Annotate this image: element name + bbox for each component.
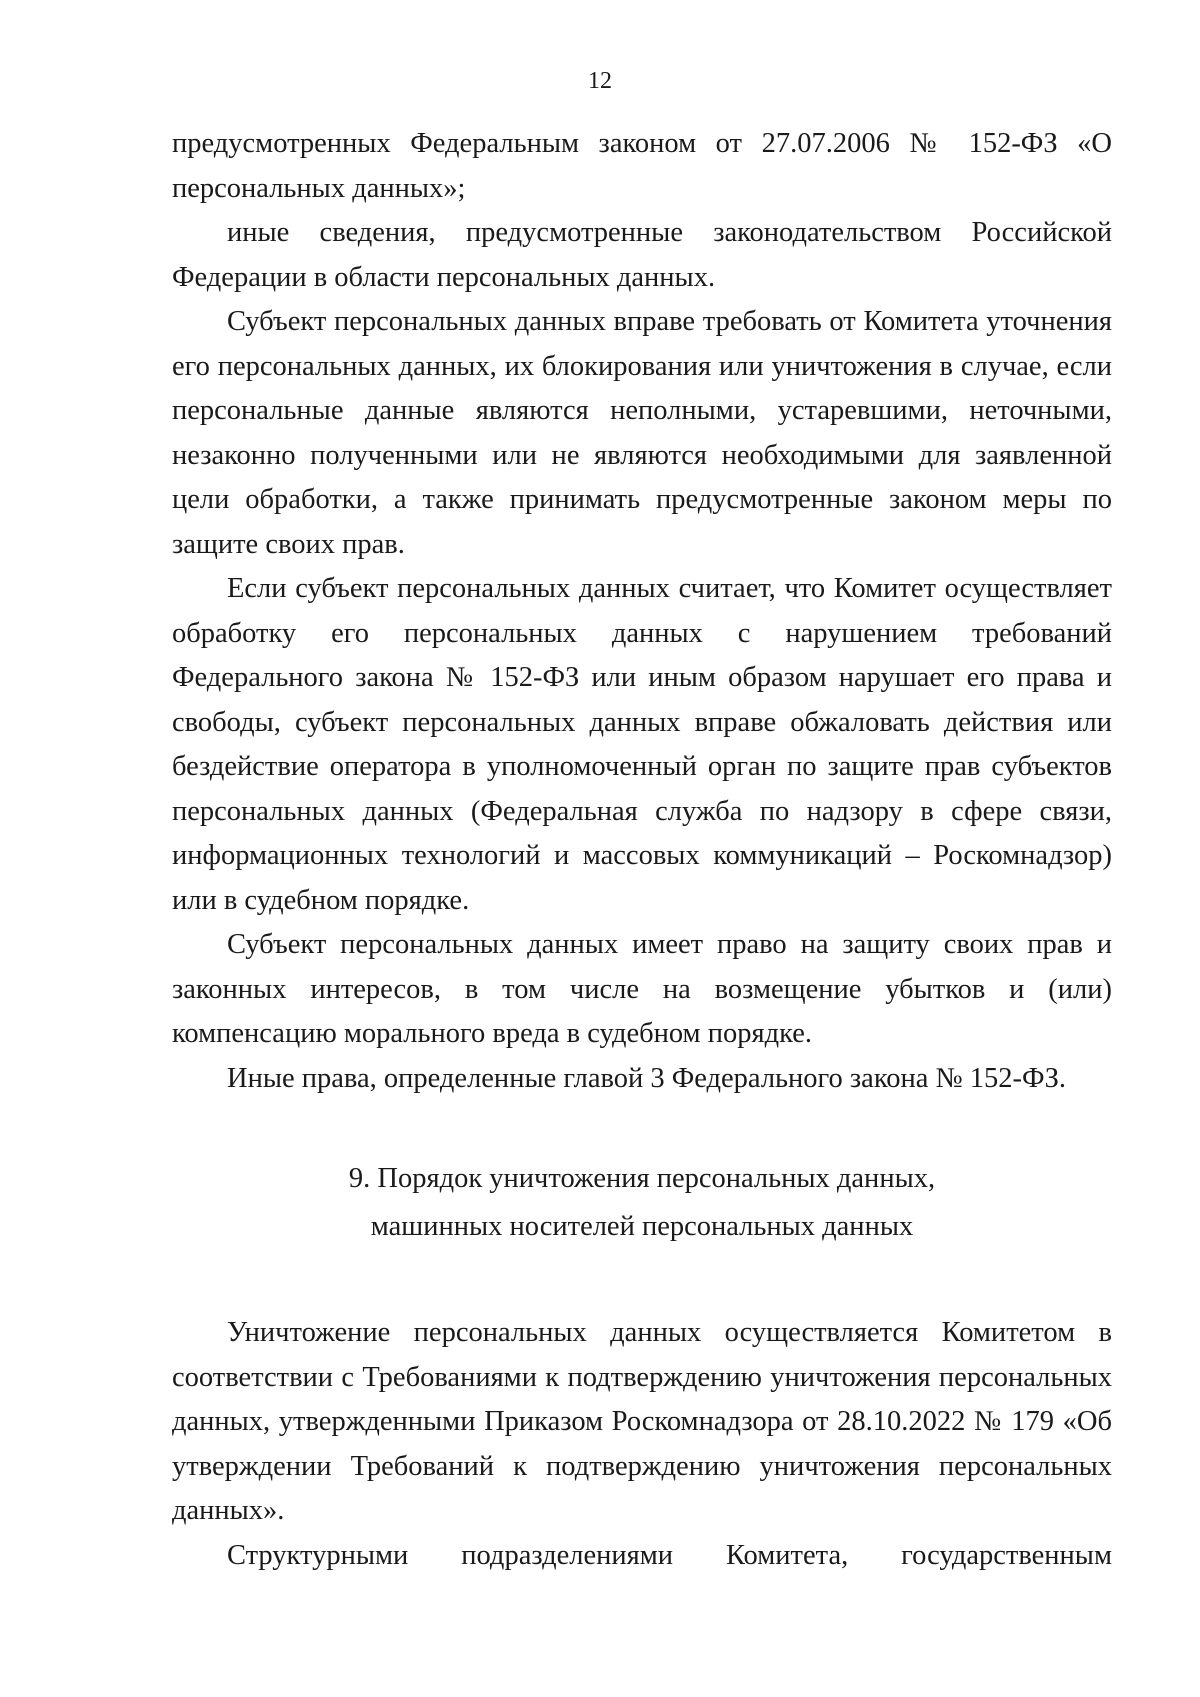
paragraph-structural-units: Структурными подразделениями Комитета, государственным xyxy=(227,1539,1112,1571)
section-heading xyxy=(172,1155,1112,1251)
paragraph-right-to-appeal: Если субъект персональных данных считает, что Комитет осуществляет обработку его персональных данных с нарушением требований Федерального закона № 152-ФЗ или иным образом нарушает его права и свободы, субъект персональных данных вправе обжаловать действия или бездействие оператора в уполномоченный орган по защите прав субъектов персональных данных (Федеральная служба по надзору в сфере связи, информационных технологий и массовых коммуникаций – Роскомнадзор) или в судебном порядке. xyxy=(172,573,1112,916)
document-body xyxy=(172,122,1112,1578)
paragraph-other-information: иные сведения, предусмотренные законодательством Российской Федерации в области персональных данных. xyxy=(172,217,1112,293)
section-heading-line-2: машинных носителей персональных данных xyxy=(370,1211,914,1242)
paragraph-right-to-clarification: Субъект персональных данных вправе требовать от Комитета уточнения его персональных данных, их блокирования или уничтожения в случае, если персональные данные являются неполными, устаревшими, неточными, незаконно полученными или не являются необходимыми для заявленной цели обработки, а также принимать предусмотренные законом меры по защите своих прав. xyxy=(172,306,1112,560)
paragraph-destruction-procedure: Уничтожение персональных данных осуществляется Комитетом в соответствии с Требованиями к подтверждению уничтожения персональных данных, утвержденными Приказом Роскомнадзора от 28.10.2022 № 179 «Об утверждении Требований к подтверждению уничтожения персональных данных». xyxy=(172,1317,1112,1526)
paragraph-right-to-protection: Субъект персональных данных имеет право на защиту своих прав и законных интересов, в том числе на возмещение убытков и (или) компенсацию морального вреда в судебном порядке. xyxy=(172,929,1112,1049)
paragraph-other-rights: Иные права, определенные главой 3 Федерального закона № 152-ФЗ. xyxy=(227,1062,1066,1094)
page-number: 12 xyxy=(588,68,612,94)
paragraph-federal-law-reference: предусмотренных Федеральным законом от 27.07.2006 № 152-ФЗ «О персональных данных»; xyxy=(172,128,1112,204)
section-heading-line-1: 9. Порядок уничтожения персональных данных, xyxy=(348,1163,936,1194)
